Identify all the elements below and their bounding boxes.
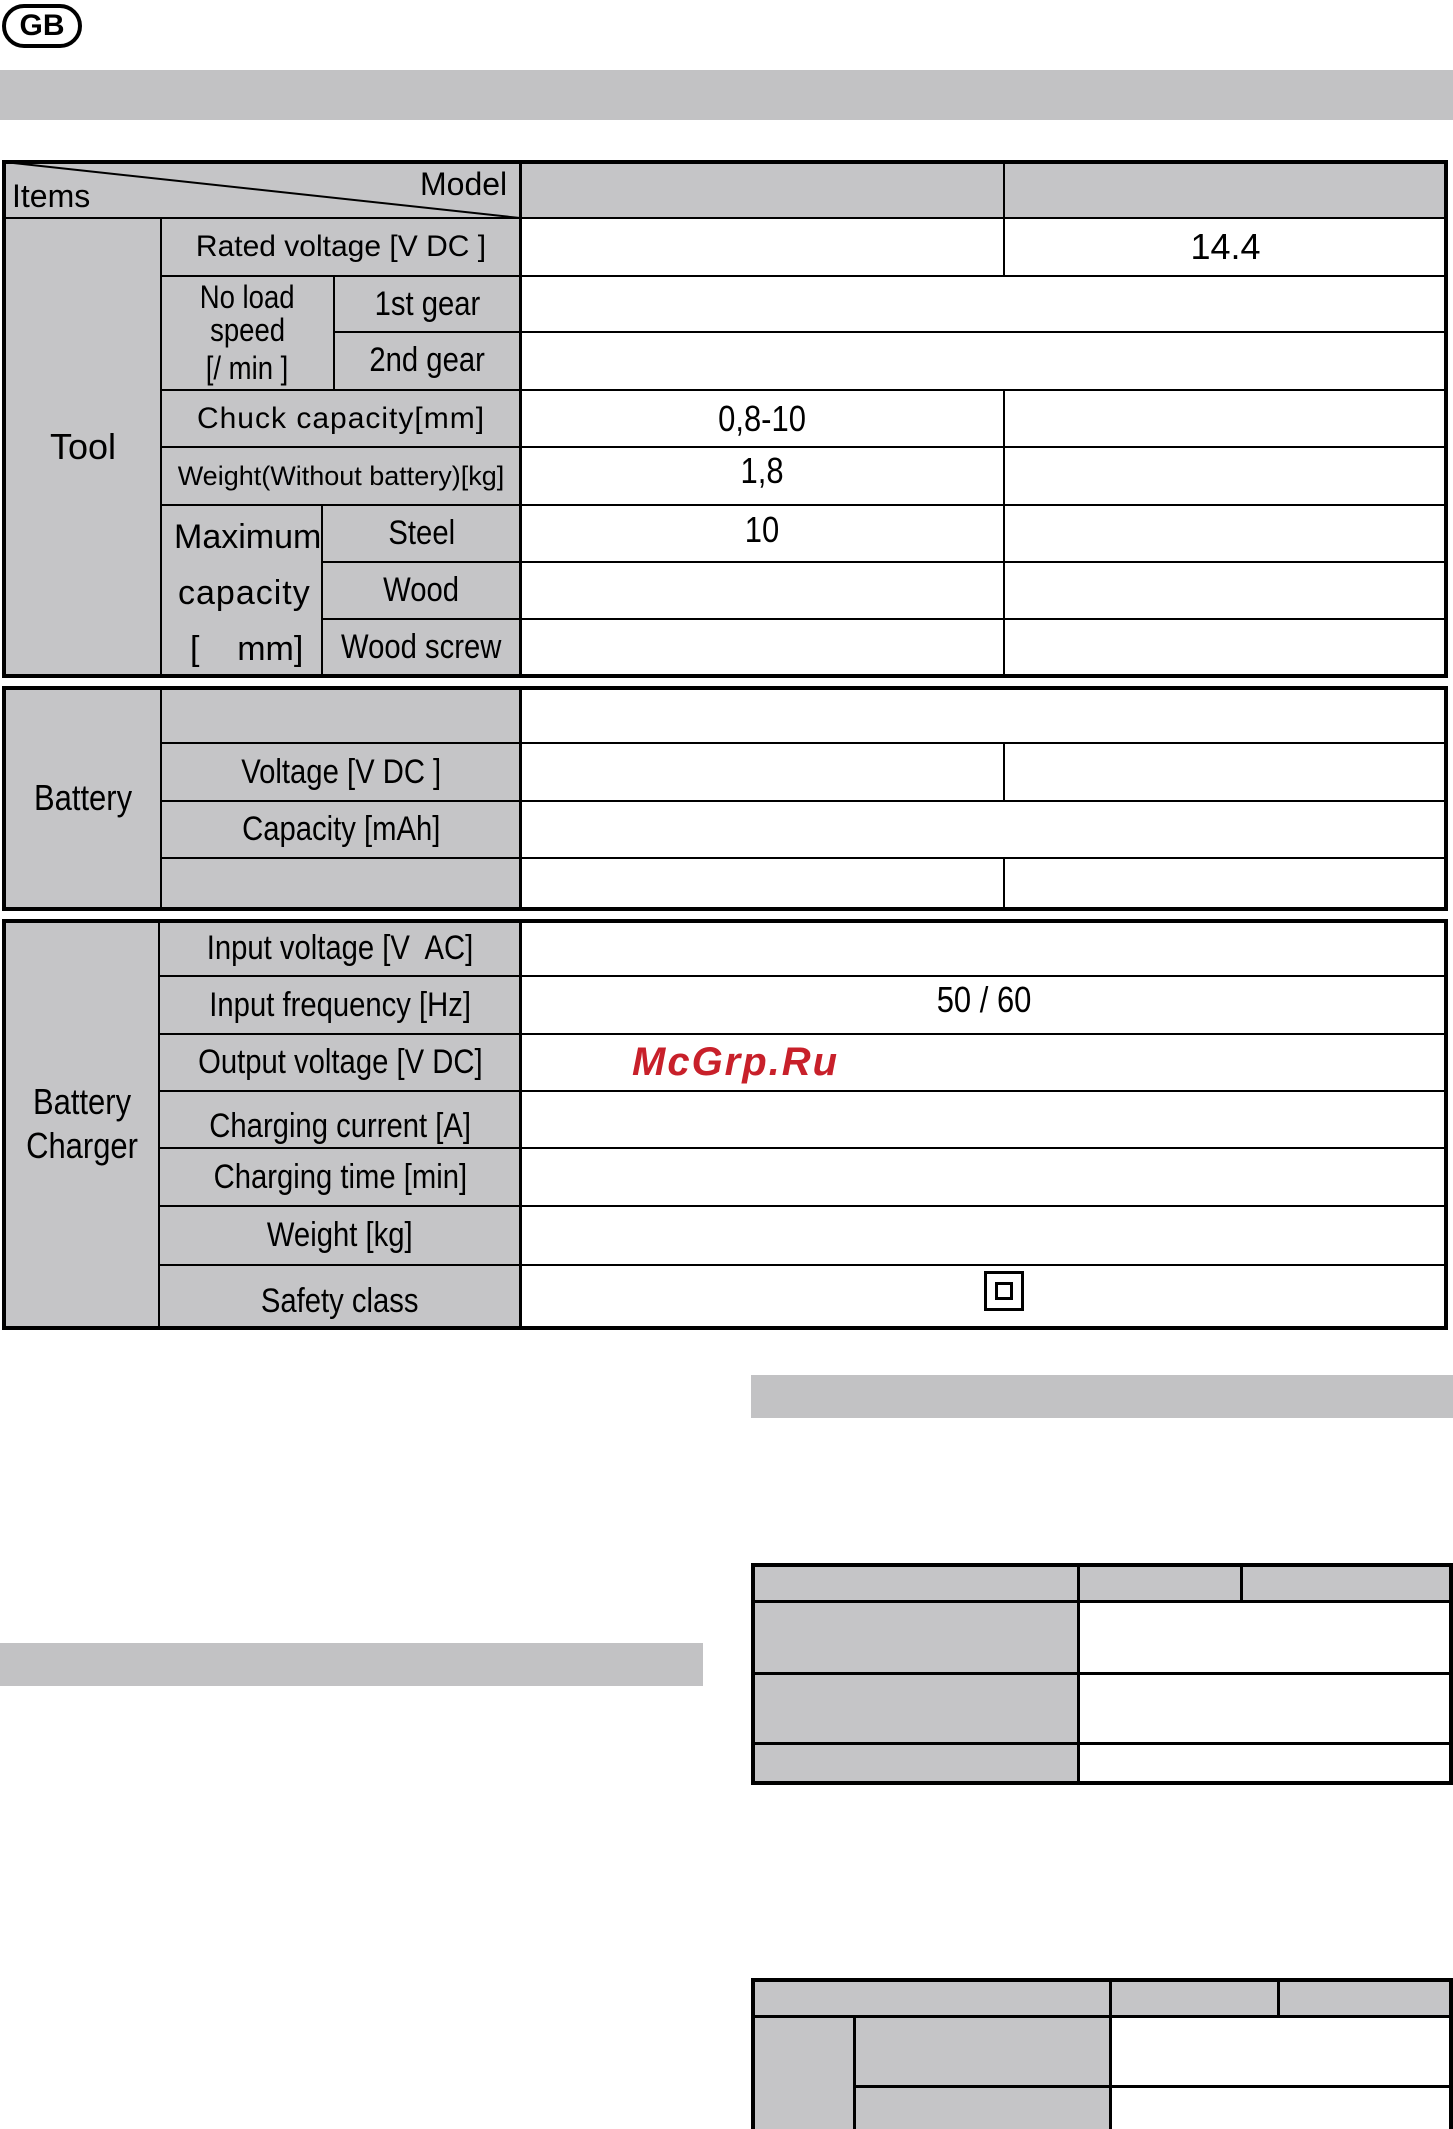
input-frequency-label: Input frequency [Hz] <box>209 985 471 1024</box>
input-voltage-label: Input voltage [V AC] <box>206 928 474 967</box>
rated-voltage-value: 14.4 <box>1190 226 1261 268</box>
language-badge-text: GB <box>19 9 65 42</box>
wood-label: Wood <box>383 570 460 609</box>
right-section-bar <box>751 1375 1453 1418</box>
first-gear-label: 1st gear <box>374 284 481 323</box>
watermark-text: McGrp.Ru <box>632 1040 840 1084</box>
safety-class-label: Safety class <box>261 1281 419 1320</box>
battery-voltage-label: Voltage [V DC ] <box>241 752 441 791</box>
wood-screw-label: Wood screw <box>341 627 502 666</box>
no-load-speed-line1: No load <box>200 278 295 315</box>
tool-group-label: Tool <box>49 425 117 467</box>
lower-table-2-frame <box>751 1978 1453 2129</box>
no-load-speed-label <box>162 277 333 389</box>
steel-value: 10 <box>745 509 780 551</box>
no-load-speed-line2: speed <box>210 312 285 349</box>
language-badge <box>2 4 82 48</box>
charger-weight-label: Weight [kg] <box>267 1216 413 1255</box>
charging-time-label: Charging time [min] <box>213 1157 467 1196</box>
rated-voltage-label: Rated voltage [V DC ] <box>195 230 487 264</box>
charging-current-label: Charging current [A] <box>209 1107 471 1146</box>
battery-group-label: Battery <box>33 777 133 819</box>
corner-model-label: Model <box>420 166 508 202</box>
charger-group-line2: Charger <box>26 1125 138 1166</box>
chuck-capacity-value: 0,8-10 <box>718 398 807 440</box>
left-section-bar <box>0 1643 703 1686</box>
no-load-speed-line3: [/ min ] <box>206 349 289 386</box>
charger-group-label <box>4 921 160 1327</box>
corner-items-label: Items <box>12 178 91 214</box>
second-gear-label: 2nd gear <box>369 341 486 380</box>
battery-capacity-label: Capacity [mAh] <box>241 810 441 849</box>
max-capacity-line2: capacity <box>178 574 311 612</box>
max-capacity-line1: Maximum <box>174 518 322 556</box>
input-frequency-value: 50 / 60 <box>936 979 1032 1021</box>
double-insulation-icon <box>984 1271 1024 1311</box>
charger-group-line1: Battery <box>32 1081 132 1123</box>
section-header-bar <box>0 70 1453 120</box>
steel-label: Steel <box>388 513 455 552</box>
tool-weight-value: 1,8 <box>740 450 785 492</box>
tool-weight-label: Weight(Without battery)[kg] <box>177 461 505 492</box>
max-capacity-label <box>162 506 321 676</box>
chuck-capacity-label: Chuck capacity[mm] <box>196 402 486 436</box>
max-capacity-line3: [ mm] <box>190 630 304 668</box>
output-voltage-label: Output voltage [V DC] <box>197 1043 483 1082</box>
